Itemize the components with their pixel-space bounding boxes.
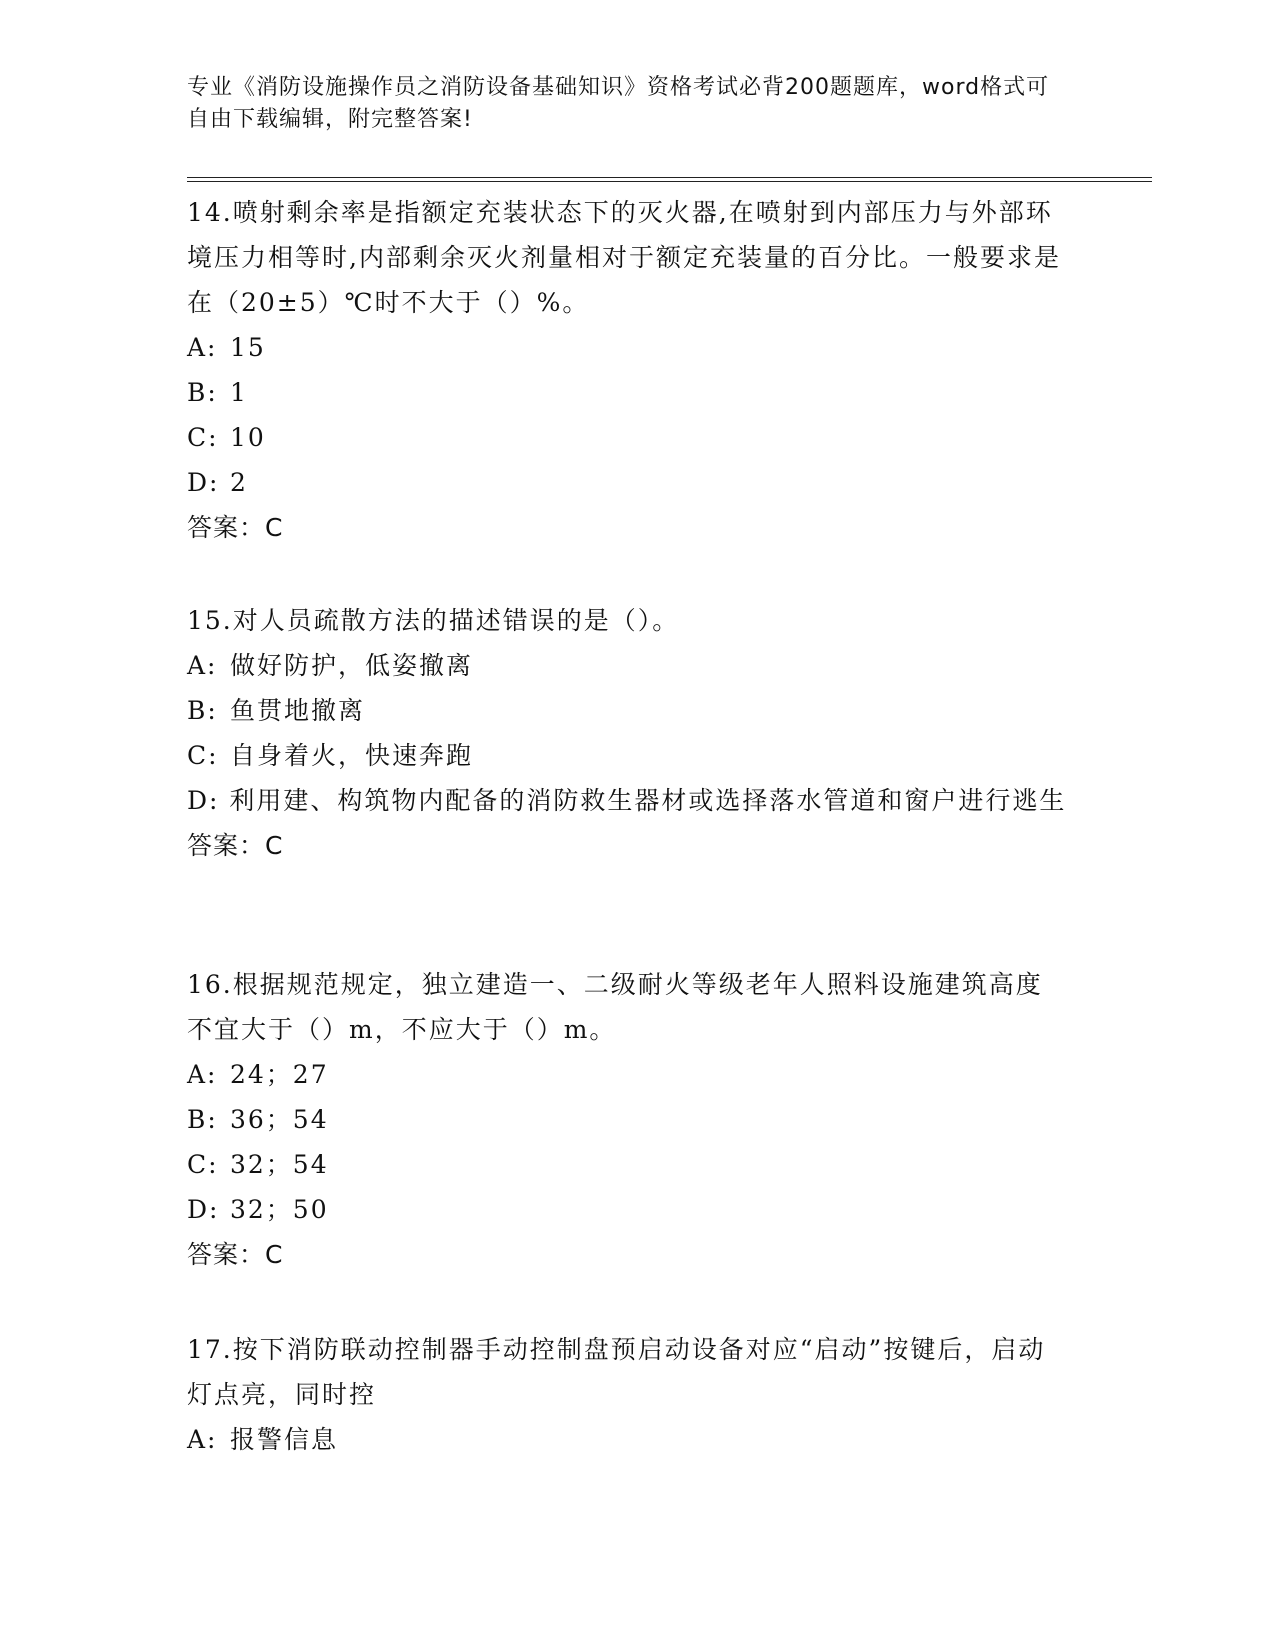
option-d — [187, 778, 1067, 823]
option-a — [187, 325, 1067, 370]
option-value: 利用建、构筑物内配备的消防救生器材或选择落水管道和窗户进行逃生 — [229, 786, 1067, 815]
option-key: A: — [187, 333, 218, 362]
option-c — [187, 733, 1067, 778]
answer-line: 答案：C — [187, 831, 284, 860]
option-value: 32；50 — [230, 1195, 329, 1224]
option-a — [187, 1052, 1067, 1097]
option-key: D: — [187, 1195, 220, 1224]
option-key: B: — [187, 696, 218, 725]
option-d — [187, 460, 1067, 505]
option-a — [187, 1417, 1067, 1462]
option-value: 自身着火，快速奔跑 — [230, 741, 474, 770]
option-key: C: — [187, 423, 219, 452]
option-c — [187, 1142, 1067, 1187]
option-value: 10 — [230, 423, 266, 452]
option-value: 报警信息 — [230, 1425, 339, 1454]
option-key: D: — [187, 786, 220, 815]
option-value: 15 — [230, 333, 266, 362]
option-c — [187, 415, 1067, 460]
option-value: 2 — [230, 468, 248, 497]
option-key: A: — [187, 651, 218, 680]
option-key: C: — [187, 741, 219, 770]
option-value: 1 — [230, 378, 248, 407]
option-key: D: — [187, 468, 220, 497]
option-key: B: — [187, 1105, 218, 1134]
question-15 — [187, 598, 1067, 868]
question-text: 17.按下消防联动控制器手动控制盘预启动设备对应“启动”按键后，启动灯点亮，同时控 — [187, 1335, 1046, 1409]
question-17 — [187, 1327, 1067, 1462]
question-16 — [187, 962, 1067, 1277]
option-value: 32；54 — [230, 1150, 329, 1179]
question-text: 16.根据规范规定，独立建造一、二级耐火等级老年人照料设施建筑高度不宜大于（）m，不应大于（）m。 — [187, 970, 1043, 1044]
answer-line: 答案：C — [187, 1240, 284, 1269]
option-d — [187, 1187, 1067, 1232]
question-text: 14.喷射剩余率是指额定充装状态下的灭火器,在喷射到内部压力与外部环境压力相等时,内部剩余灭火剂量相对于额定充装量的百分比。一般要求是在（20±5）℃时不大于（）%。 — [187, 198, 1061, 317]
option-b — [187, 1097, 1067, 1142]
option-key: A: — [187, 1060, 218, 1089]
document-intro: 专业《消防设施操作员之消防设备基础知识》资格考试必背200题题库，word格式可自由下载编辑，附完整答案! — [187, 75, 1050, 132]
option-b — [187, 370, 1067, 415]
option-key: C: — [187, 1150, 219, 1179]
option-key: A: — [187, 1425, 218, 1454]
question-text: 15.对人员疏散方法的描述错误的是（）。 — [187, 606, 680, 635]
header-divider-top — [187, 177, 1152, 178]
header-divider-bottom — [187, 181, 1152, 182]
answer-line: 答案：C — [187, 513, 284, 542]
option-a — [187, 643, 1067, 688]
option-value: 24；27 — [230, 1060, 329, 1089]
option-value: 36；54 — [230, 1105, 329, 1134]
question-14 — [187, 190, 1067, 550]
option-value: 做好防护，低姿撤离 — [230, 651, 474, 680]
option-value: 鱼贯地撤离 — [230, 696, 366, 725]
option-key: B: — [187, 378, 218, 407]
option-b — [187, 688, 1067, 733]
